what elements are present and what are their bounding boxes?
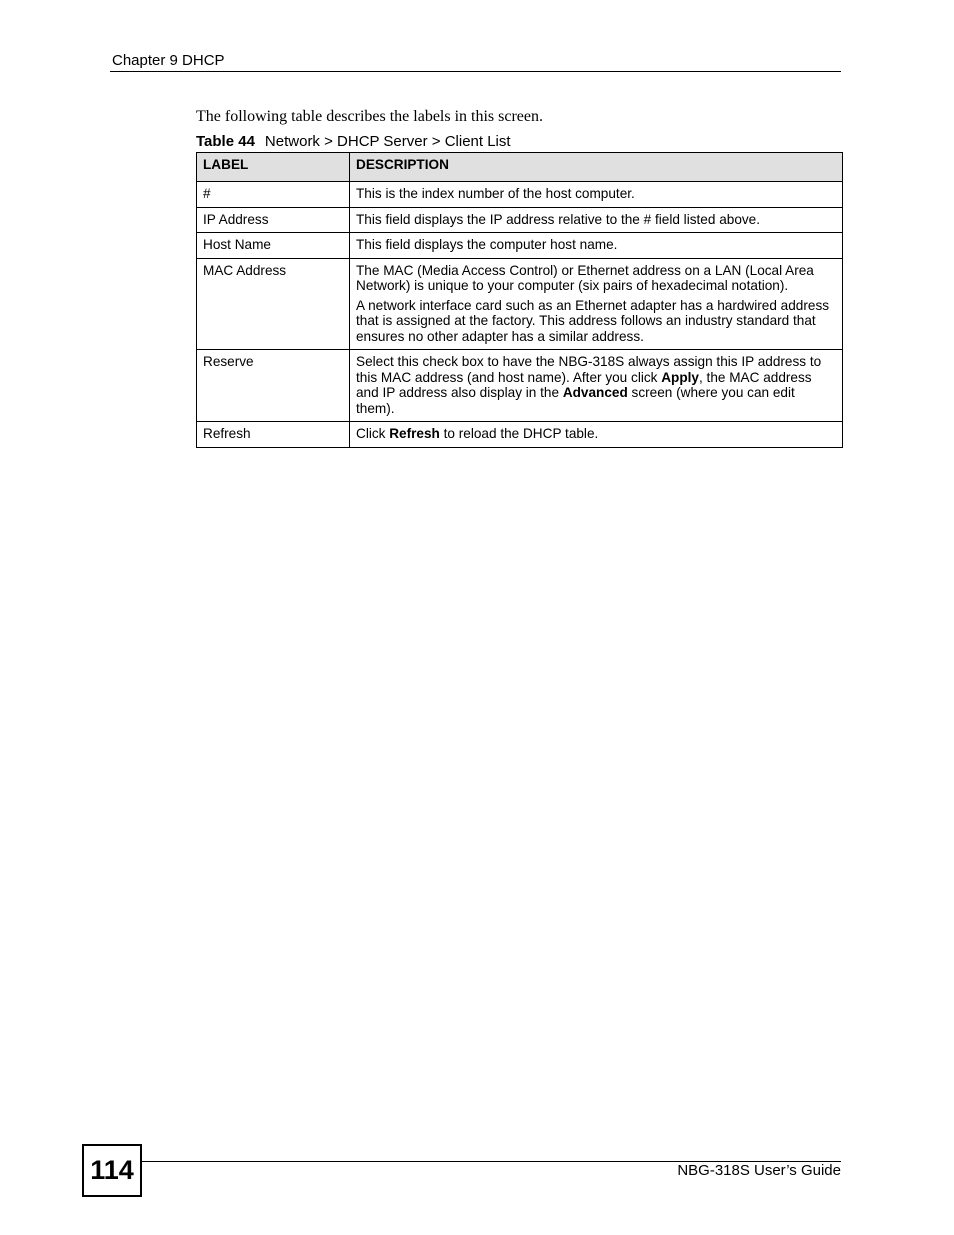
row-label: Host Name xyxy=(197,233,350,259)
row-description xyxy=(350,422,843,448)
description-text: The MAC (Media Access Control) or Ethernet address on a LAN (Local Area Network) is unique to your computer (six pairs of hexadecimal notation). xyxy=(356,262,814,293)
table-number: Table 44 xyxy=(196,133,255,150)
row-description xyxy=(350,207,843,233)
description-text: This field displays the IP address relative to the # field listed above. xyxy=(356,211,761,227)
intro-paragraph: The following table describes the labels in this screen. xyxy=(196,108,544,125)
table-row xyxy=(197,233,843,259)
table-title: Network > DHCP Server > Client List xyxy=(264,133,511,150)
description-text: This is the index number of the host computer. xyxy=(356,186,635,201)
text-span: to reload the DHCP table. xyxy=(439,426,599,441)
table-header-row xyxy=(197,153,843,182)
row-label: Reserve xyxy=(197,350,350,422)
description-text xyxy=(356,426,836,442)
row-description xyxy=(350,182,843,208)
row-description xyxy=(350,350,843,422)
description-text: A network interface card such as an Ethernet adapter has a hardwired address that is assigned at the factory. This address follows an industry standard that ensures no other adapter has a similar address. xyxy=(356,297,830,344)
table-caption xyxy=(196,133,511,150)
table-row xyxy=(197,350,843,422)
text-span: Select this check box to have the NBG-318S always assign this IP address to this MAC address (and host name). After you click xyxy=(356,354,822,385)
description-text: This field displays the computer host name. xyxy=(356,237,618,252)
bold-term: Advanced xyxy=(562,385,628,400)
row-description xyxy=(350,233,843,259)
table-row xyxy=(197,182,843,208)
row-label: IP Address xyxy=(197,207,350,233)
bold-term: Apply xyxy=(661,369,699,385)
running-header: Chapter 9 DHCP xyxy=(112,52,225,69)
table-row xyxy=(197,207,843,233)
row-label: MAC Address xyxy=(197,258,350,350)
row-description xyxy=(350,258,843,350)
running-footer: NBG-318S User’s Guide xyxy=(677,1162,841,1179)
row-label: # xyxy=(197,182,350,208)
text-span: , the MAC address and IP address also display in the xyxy=(356,369,812,400)
table-row xyxy=(197,422,843,448)
description-text xyxy=(356,354,836,416)
row-label: Refresh xyxy=(197,422,350,448)
page-number: 114 xyxy=(82,1144,142,1197)
header-rule xyxy=(110,71,841,72)
text-span: screen (where you can edit them). xyxy=(356,385,795,416)
bold-term: Refresh xyxy=(389,426,440,441)
header-description: DESCRIPTION xyxy=(350,153,843,182)
label-description-table xyxy=(196,152,843,448)
header-label: LABEL xyxy=(197,153,350,182)
table-row xyxy=(197,258,843,350)
text-span: Click xyxy=(356,426,390,441)
